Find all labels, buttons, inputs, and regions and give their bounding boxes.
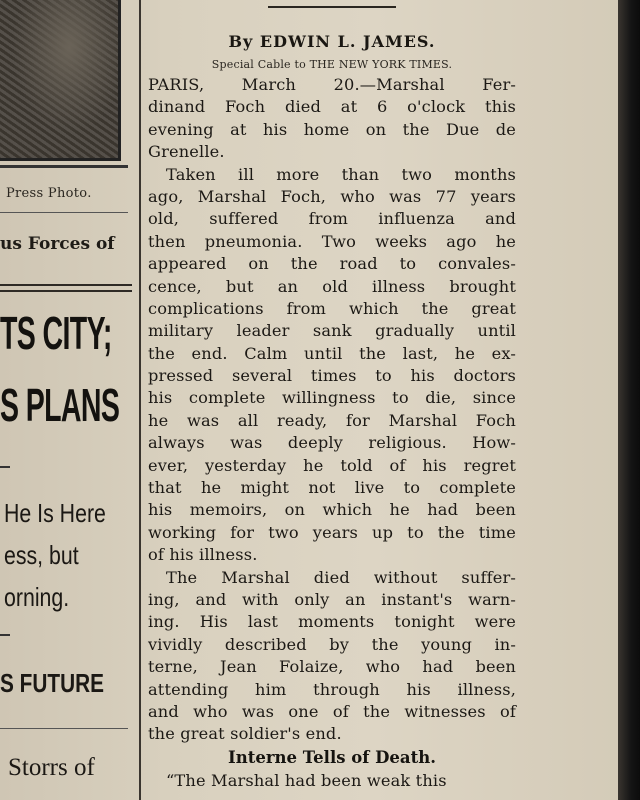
article-line: his memoirs, on which he had been bbox=[148, 500, 516, 520]
left-column bbox=[0, 0, 138, 800]
deck-line-4: S FUTURE bbox=[0, 668, 104, 698]
photo-rule bbox=[0, 165, 128, 168]
headline-rule bbox=[0, 290, 132, 292]
article-subhead: Interne Tells of Death. bbox=[228, 747, 436, 767]
article-column bbox=[146, 0, 518, 800]
article-line: his complete willingness to die, since bbox=[148, 388, 516, 408]
article-line: he was all ready, for Marshal Foch bbox=[148, 410, 516, 430]
photo-credit: Press Photo. bbox=[6, 186, 92, 201]
article-line: complications from which the great bbox=[148, 298, 516, 318]
article-line: ing. His last moments tonight were bbox=[148, 612, 516, 632]
byline: By EDWIN L. JAMES. bbox=[228, 32, 436, 51]
article-line: ago, Marshal Foch, who was 77 years bbox=[148, 186, 516, 206]
divider bbox=[0, 728, 128, 729]
article-line: pressed several times to his doctors bbox=[148, 366, 516, 386]
article-line: that he might not live to complete bbox=[148, 478, 516, 498]
article-line: and who was one of the witnesses of bbox=[148, 701, 516, 721]
wire-credit: Special Cable to THE NEW YORK TIMES. bbox=[211, 58, 453, 71]
article-line: always was deeply religious. How- bbox=[148, 433, 516, 453]
column-rule bbox=[139, 0, 141, 800]
headline-line-1: TS CITY; bbox=[0, 307, 112, 359]
headline-rule bbox=[0, 284, 132, 286]
headline-line-2: S PLANS bbox=[0, 379, 120, 431]
deck-line-3: orning. bbox=[4, 582, 70, 612]
section-dash bbox=[0, 466, 10, 468]
page-edge-shadow bbox=[618, 0, 640, 800]
article-line: old, suffered from influenza and bbox=[148, 209, 516, 229]
article-line: ever, yesterday he told of his regret bbox=[148, 455, 516, 475]
article-line: appeared on the road to convales- bbox=[148, 254, 516, 274]
article-line: cence, but an old illness brought bbox=[148, 276, 516, 296]
deck-line-2: ess, but bbox=[4, 540, 79, 570]
article-line: PARIS, March 20.—Marshal Fer- bbox=[148, 75, 516, 94]
article-line: ing, and with only an instant's warn- bbox=[148, 589, 516, 609]
deck-line-5: Storrs of bbox=[8, 754, 95, 781]
article-line: military leader sank gradually until bbox=[148, 321, 516, 341]
article-body bbox=[148, 74, 516, 792]
article-line: “The Marshal had been weak this bbox=[166, 770, 447, 790]
divider bbox=[0, 212, 128, 213]
photo-caption: us Forces of bbox=[0, 234, 115, 254]
top-rule bbox=[268, 6, 396, 8]
article-line: dinand Foch died at 6 o'clock this bbox=[148, 97, 516, 117]
portrait-photo bbox=[0, 0, 121, 161]
article-line: attending him through his illness, bbox=[148, 679, 516, 699]
article-line: Taken ill more than two months bbox=[166, 164, 516, 184]
article-line: terne, Jean Folaize, who had been bbox=[148, 657, 516, 677]
deck-line-1: He Is Here bbox=[4, 498, 106, 528]
section-dash bbox=[0, 634, 10, 636]
article-line: Grenelle. bbox=[148, 142, 225, 162]
article-line: vividly described by the young in- bbox=[148, 634, 516, 654]
article-line: then pneumonia. Two weeks ago he bbox=[148, 231, 516, 251]
article-line: of his illness. bbox=[148, 545, 258, 565]
article-line: The Marshal died without suffer- bbox=[166, 567, 516, 587]
article-line: working for two years up to the time bbox=[148, 522, 516, 542]
article-line: the end. Calm until the last, he ex- bbox=[148, 343, 516, 363]
article-line: evening at his home on the Due de bbox=[148, 119, 516, 139]
article-line: the great soldier's end. bbox=[148, 724, 342, 744]
